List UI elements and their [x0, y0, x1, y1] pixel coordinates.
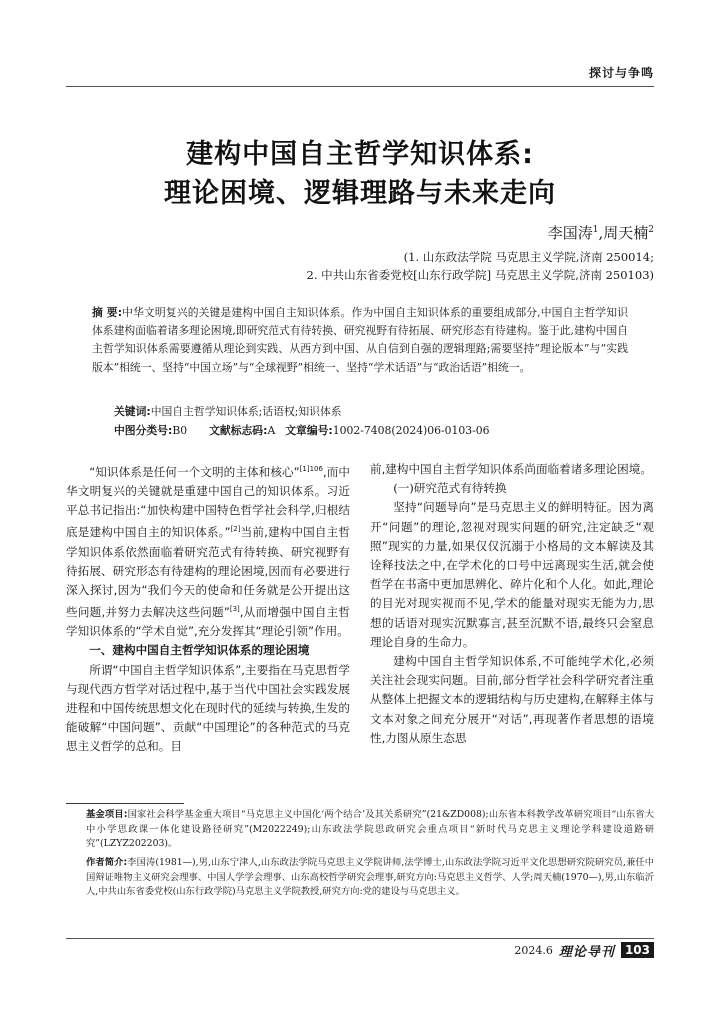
author-line	[548, 222, 654, 243]
page-number: 103	[621, 942, 654, 958]
funding-text: 国家社会科学基金重大项目“马克思主义中国化‘两个结合’及其关系研究”(21&ZD008);山东省本科教学改革研究项目“山东省大中小学思政课一体化建设路径研究”(M2022249);山东政法学院思政研究会重点项目“新时代马克思主义理论学科建设道路研究”(LZYZ202203)。	[86, 809, 654, 850]
subsection-heading: (一)研究范式有待转换	[393, 481, 507, 496]
affiliation-1: (1. 山东政法学院 马克思主义学院,济南 250014;	[403, 250, 654, 264]
body-column-left	[66, 460, 350, 757]
text-run: ,而中华文明复兴的关键就是重建中国自己的知识体系。习近平总书记指出:“加快构建中国特色哲学社会科学,归根结底是建构中国自主的知识体系。”	[66, 464, 350, 540]
citation: [1]106	[299, 465, 323, 473]
clc-value: B0	[172, 424, 188, 437]
paragraph: 建构中国自主哲学知识体系,不可能纯学术化,必须关注社会现实问题。目前,部分哲学社会科学研究者注重从整体上把握文本的逻辑结构与历史建构,在解释主体与文本对象之间充分展开“对话”,再现著作者思想的语境性,力图从原生态思	[370, 654, 654, 745]
article-title-line2: 理论困境、逻辑理路与未来走向	[164, 178, 556, 209]
keywords-text: 中国自主哲学知识体系;话语权;知识体系	[150, 405, 342, 418]
journal-name: 理论导刊	[558, 944, 615, 960]
bio-label: 作者简介:	[86, 857, 128, 868]
keywords-label: 关键词:	[114, 405, 151, 418]
clc-label: 中图分类号:	[114, 424, 173, 437]
text-run: ,从而增强中国自主哲学知识体系的“学术自觉”,充分发挥其“理论引领”作用。	[66, 605, 350, 639]
footnote-funding	[86, 808, 654, 852]
issue-number: 2024.6	[514, 943, 553, 957]
section-heading: 一、建构中国自主哲学知识体系的理论困境	[89, 643, 310, 658]
keywords	[114, 404, 628, 419]
article-id-label: 文章编号:	[285, 424, 333, 437]
text-run: “知识体系是任何一个文明的主体和核心”	[89, 464, 300, 479]
footnote-author-bio	[86, 856, 654, 900]
paragraph	[66, 460, 350, 641]
doc-code-label: 文献标志码:	[209, 424, 268, 437]
footnote-divider	[66, 803, 184, 804]
author-2: ,周天楠	[598, 224, 649, 242]
abstract-text: 中华文明复兴的关键是建构中国自主知识体系。作为中国自主知识体系的重要组成部分,中国自主哲学知识体系建构面临着诸多理论困境,即研究范式有待转换、研究视野有待拓展、研究形态有待建构。鉴于此,建构中国自主哲学知识体系需要遵循从理论到实践、从西方到中国、从自信到自强的逻辑理路;需要坚持“理论版本”与“实践版本”相统一、坚持“中国立场”与“全球视野”相统一、坚持“学术话语”与“政治话语”相统一。	[92, 306, 628, 374]
author-1: 李国涛	[547, 224, 593, 242]
bio-text: 李国涛(1981—),男,山东宁津人,山东政法学院马克思主义学院讲师,法学博士,山东政法学院习近平文化思想研究院研究员,兼任中国辩证唯物主义研究会理事、中国人学学会理事、山东高校哲学研究会理事,研究方向:马克思主义哲学、人学;周天楠(1970—),男,山东临沂人,中共山东省委党校(山东行政学院)马克思主义学院教授,研究方向:党的建设与马克思主义。	[86, 857, 655, 898]
page-footer	[514, 940, 654, 960]
author-2-affil: 2	[648, 225, 654, 235]
article-id-value: 1002-7408(2024)06-0103-06	[332, 424, 490, 437]
funding-label: 基金项目:	[86, 809, 128, 820]
citation: [3]	[229, 605, 240, 614]
doc-code-value: A	[267, 424, 276, 437]
body-column-right	[370, 460, 654, 748]
affiliation-2: 2. 中共山东省委党校[山东行政学院] 马克思主义学院,济南 250103)	[306, 268, 654, 282]
author-1-affil: 1	[592, 225, 599, 235]
paragraph: 所谓“中国自主哲学知识体系”,主要指在马克思哲学与现代西方哲学对话过程中,基于当代中国社会实践发展进程和中国传统思想文化在现时代的延续与转换,生发的能破解“中国问题”、贡献“中国理论”的各种范式的马克思主义哲学的总和。目	[66, 662, 350, 754]
footer-divider	[66, 938, 654, 939]
paragraph: 坚持“问题导向”是马克思主义的鲜明特征。因为离开“问题”的理论,忽视对现实问题的研究,注定缺乏“观照”现实的力量,如果仅仅沉溺于小格局的文本解读及其诠释技法之中,在学术化的口号中远离现实生活,就会使哲学在书斋中更加思辨化、碎片化和个人化。如此,理论的目光对现实视而不见,学术的能量对现实无能为力,思想的话语对现实沉默寡言,甚至沉默不语,最终只会窒息理论自身的生命力。	[370, 500, 654, 649]
citation: [2]	[230, 525, 241, 534]
abstract-label: 摘 要:	[92, 306, 123, 319]
classification-line	[114, 423, 628, 438]
text-run: 当前,建构中国自主哲学知识体系依然面临着研究范式有待转换、研究视野有待拓展、研究形态有待建构的理论困境,因而有必要进行深入探讨,因为“我们今天的使命和任务就是公开提出这些问题,并努力去解决这些问题”	[66, 525, 350, 619]
header-divider	[66, 86, 654, 87]
paragraph: 前,建构中国自主哲学知识体系尚面临着诸多理论困境。	[370, 462, 652, 476]
abstract	[92, 304, 628, 377]
article-title-line1: 建构中国自主哲学知识体系:	[186, 139, 534, 170]
section-tag: 探讨与争鸣	[588, 66, 654, 80]
